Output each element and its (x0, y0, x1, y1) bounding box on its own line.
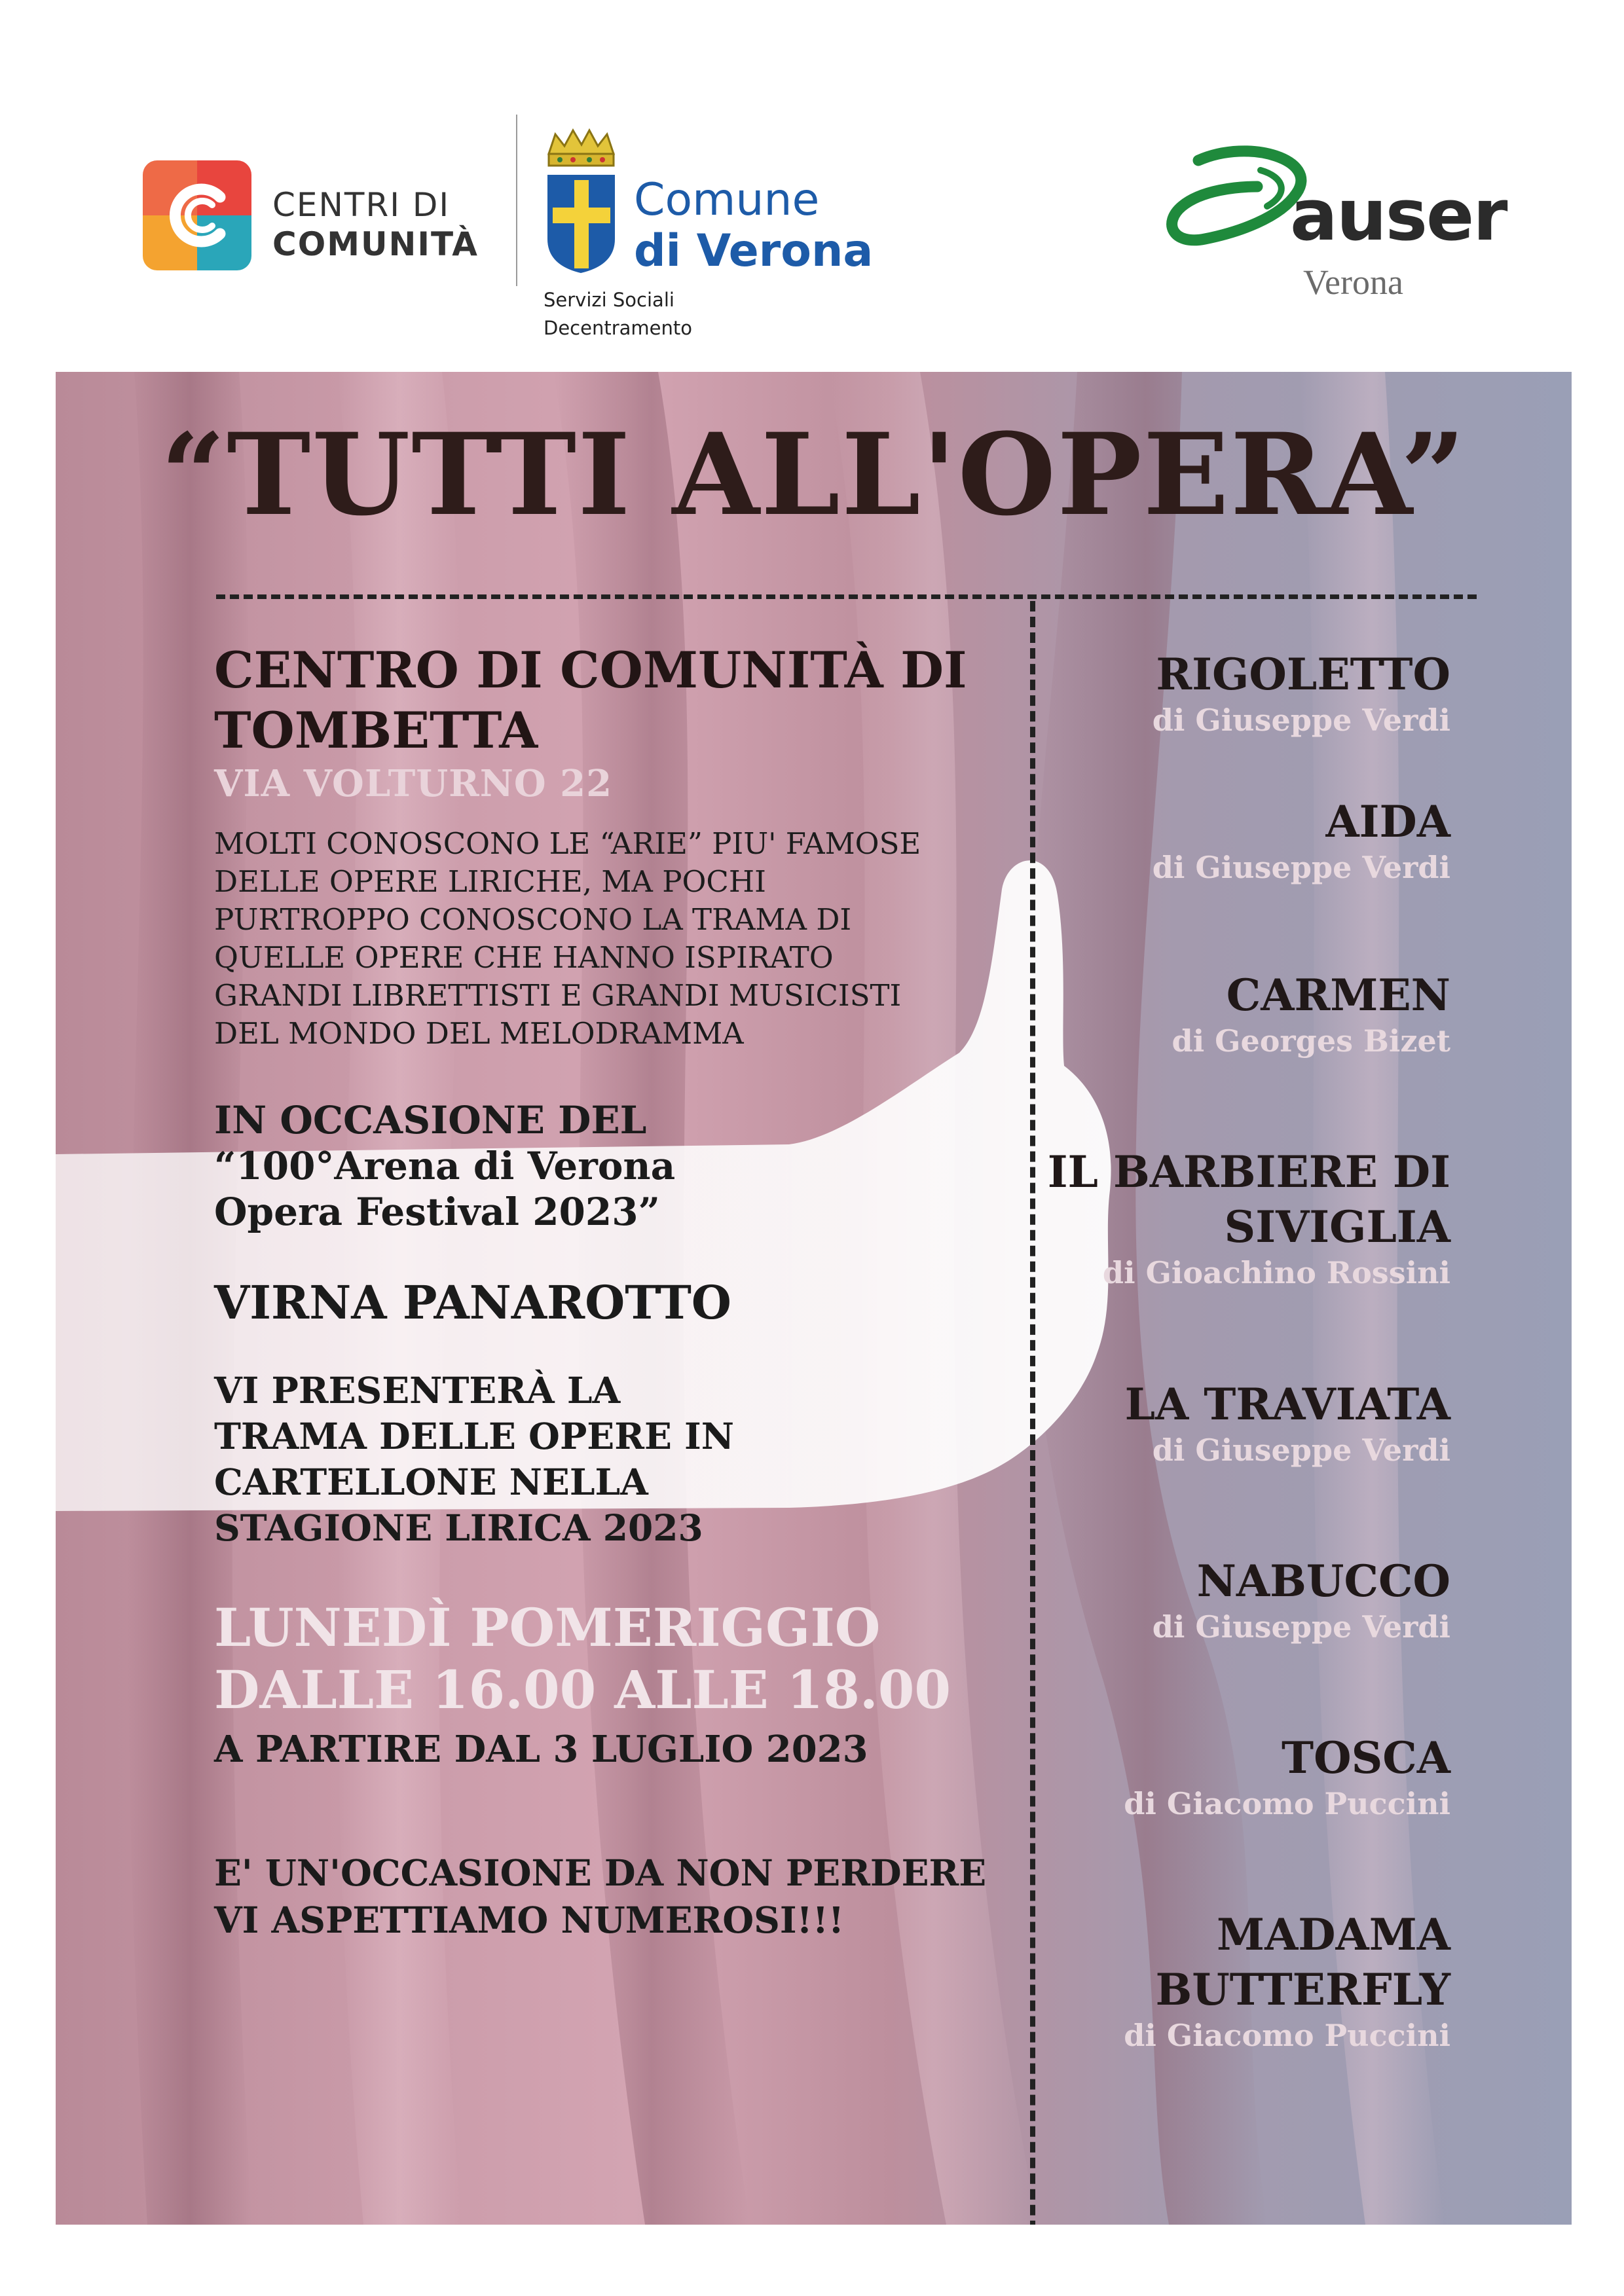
poster-title: “TUTTI ALL'OPERA” (160, 408, 1467, 541)
verona-logo-line1: Comune (634, 174, 820, 226)
opera-title: MADAMA BUTTERFLY (1155, 1909, 1450, 2015)
auser-logo-name: auser (1290, 175, 1507, 257)
centro-address: VIA VOLTURNO 22 (214, 762, 613, 805)
opera-title: IL BARBIERE DI SIVIGLIA (1047, 1146, 1450, 1252)
opera-poster (56, 372, 1572, 2225)
opera-composer: di Giuseppe Verdi (1152, 1609, 1450, 1645)
opera-item (992, 1377, 1450, 1468)
opera-title: NABUCCO (1196, 1556, 1450, 1607)
opera-composer: di Giuseppe Verdi (1152, 850, 1450, 885)
opera-title: CARMEN (1226, 970, 1450, 1021)
event-details (214, 640, 1065, 1944)
centri-logo-text (272, 185, 479, 264)
auser-logo-city: Verona (1303, 263, 1403, 302)
opera-composer: di Giacomo Puccini (1124, 1786, 1450, 1821)
opera-title: LA TRAVIATA (1124, 1379, 1450, 1430)
verona-crest-icon (544, 128, 619, 275)
event-description: VI PRESENTERÀ LA TRAMA DELLE OPERE IN CARTELLONE NELLA STAGIONE LIRICA 2023 (214, 1369, 735, 1549)
opera-composer: di Georges Bizet (1172, 1023, 1450, 1059)
opera-item (992, 1554, 1450, 1645)
opera-composer: di Giuseppe Verdi (1152, 1432, 1450, 1468)
opera-item (992, 1144, 1450, 1291)
opera-item (992, 1730, 1450, 1822)
occasion-text: IN OCCASIONE DEL “100°Arena di Verona Opera Festival 2023” (214, 1098, 676, 1234)
presenter-name: VIRNA PANAROTTO (214, 1275, 731, 1330)
verona-sub-line1: Servizi Sociali (544, 289, 674, 311)
opera-composer: di Giacomo Puccini (1124, 2018, 1450, 2053)
verona-logo-line2: di Verona (634, 225, 874, 277)
intro-paragraph: MOLTI CONOSCONO LE “ARIE” PIU' FAMOSE DELLE OPERE LIRICHE, MA POCHI PURTROPPO CONOSCONO LA TRAMA DI QUELLE OPERE CHE HANNO ISPIRATO GRANDI LIBRETTISTI E GRANDI MUSICISTI DEL MONDO DEL MELODRAMMA (214, 826, 921, 1051)
opera-title: TOSCA (1281, 1732, 1450, 1783)
opera-title: RIGOLETTO (1156, 649, 1450, 700)
opera-item (992, 1907, 1450, 2054)
opera-item (992, 647, 1450, 738)
centri-c-icon (143, 160, 251, 270)
centri-logo-line2: COMUNITÀ (272, 225, 479, 263)
opera-item (992, 968, 1450, 1059)
closing-text: E' UN'OCCASIONE DA NON PERDERE VI ASPETTIAMO NUMEROSI!!! (214, 1851, 987, 1941)
opera-title: AIDA (1325, 796, 1450, 847)
opera-composer: di Giuseppe Verdi (1152, 702, 1450, 738)
auser-verona-logo (1159, 141, 1519, 311)
event-schedule: LUNEDÌ POMERIGGIO DALLE 16.00 ALLE 18.00 (214, 1597, 951, 1721)
opera-item (992, 794, 1450, 886)
horizontal-dashed-divider (216, 594, 1477, 599)
verona-logo-name (634, 175, 873, 277)
event-start-date: A PARTIRE DAL 3 LUGLIO 2023 (214, 1728, 868, 1771)
header-divider (516, 115, 517, 286)
verona-sub-line2: Decentramento (544, 317, 692, 339)
verona-logo-subtitle (544, 286, 692, 342)
opera-composer: di Gioachino Rossini (1102, 1255, 1450, 1290)
centro-name: CENTRO DI COMUNITÀ DI TOMBETTA (214, 641, 967, 759)
centri-logo-line1: CENTRI DI (272, 186, 451, 224)
